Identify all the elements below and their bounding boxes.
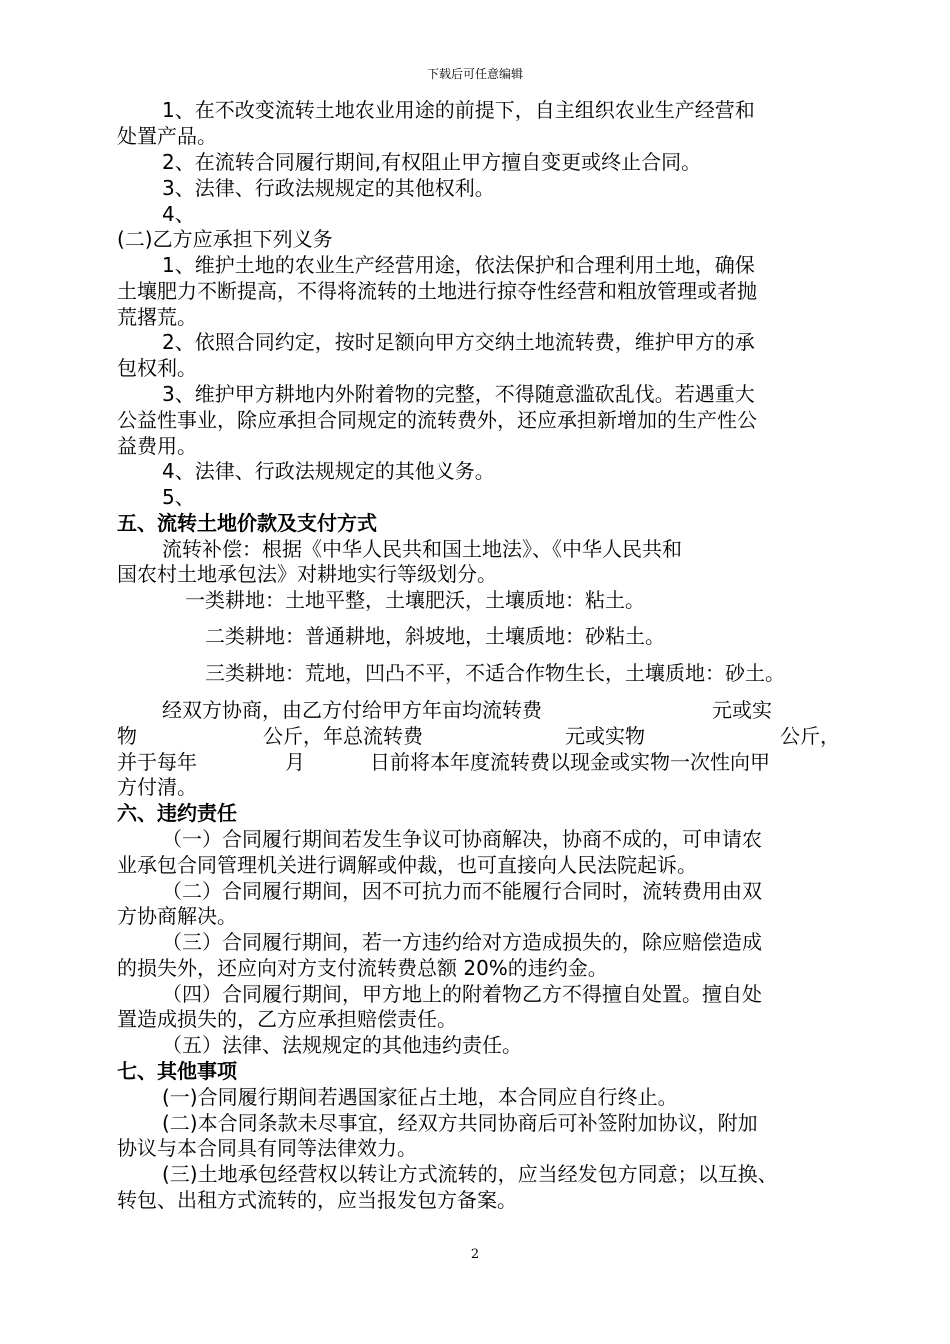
text-line: （四）合同履行期间，甲方地上的附着物乙方不得擅自处置。擅自处 bbox=[162, 982, 762, 1006]
text-line: (一)合同履行期间若遇国家征占土地，本合同应自行终止。 bbox=[162, 1085, 678, 1109]
text-line: 业承包合同管理机关进行调解或仲裁，也可直接向人民法院起诉。 bbox=[117, 853, 697, 877]
text-line: 并于每年 bbox=[117, 750, 197, 774]
text-line: （二）合同履行期间，因不可抗力而不能履行合同时，流转费用由双 bbox=[162, 879, 762, 903]
text-line: 4、法律、行政法规规定的其他义务。 bbox=[162, 459, 495, 483]
text-line: 元或实物 bbox=[565, 724, 645, 748]
text-line: 协议与本合同具有同等法律效力。 bbox=[117, 1136, 417, 1160]
section-heading: 六、违约责任 bbox=[117, 801, 237, 825]
text-line: 三类耕地：荒地，凹凸不平，不适合作物生长，土壤质地：砂土。 bbox=[205, 661, 785, 685]
text-line: 物 bbox=[117, 724, 137, 748]
text-line: （一）合同履行期间若发生争议可协商解决，协商不成的，可申请农 bbox=[162, 827, 762, 851]
text-line: 二类耕地：普通耕地，斜坡地，土壤质地：砂粘土。 bbox=[205, 624, 665, 648]
text-line: 4、 bbox=[162, 202, 195, 226]
section-subheading: (二)乙方应承担下列义务 bbox=[117, 227, 333, 251]
text-line: 5、 bbox=[162, 485, 195, 509]
text-line: 转包、出租方式流转的，应当报发包方备案。 bbox=[117, 1188, 517, 1212]
text-line: 处置产品。 bbox=[117, 124, 217, 148]
text-line: 方协商解决。 bbox=[117, 904, 237, 928]
text-line: (二)本合同条款未尽事宜，经双方共同协商后可补签附加协议，附加 bbox=[162, 1111, 758, 1135]
page-header: 下载后可任意编辑 bbox=[426, 67, 523, 81]
text-line: 国农村土地承包法》对耕地实行等级划分。 bbox=[117, 562, 497, 586]
text-line: (三)土地承包经营权以转让方式流转的，应当经发包方同意；以互换、 bbox=[162, 1162, 778, 1186]
text-line: 包权利。 bbox=[117, 356, 197, 380]
text-line: 元或实 bbox=[712, 698, 772, 722]
text-line: 土壤肥力不断提高，不得将流转的土地进行掠夺性经营和粗放管理或者抛 bbox=[117, 279, 757, 303]
section-heading: 五、流转土地价款及支付方式 bbox=[117, 511, 377, 535]
text-line: 月 bbox=[285, 750, 305, 774]
text-line: 公斤， bbox=[780, 724, 840, 748]
text-line: 2、在流转合同履行期间,有权阻止甲方擅自变更或终止合同。 bbox=[162, 150, 702, 174]
text-line: 置造成损失的，乙方应承担赔偿责任。 bbox=[117, 1007, 457, 1031]
text-line: 一类耕地：土地平整，土壤肥沃，土壤质地：粘土。 bbox=[185, 588, 645, 612]
text-line: 方付清。 bbox=[117, 775, 197, 799]
text-line: 公斤，年总流转费 bbox=[263, 724, 423, 748]
section-heading: 七、其他事项 bbox=[117, 1059, 237, 1083]
text-line: 1、在不改变流转土地农业用途的前提下，自主组织农业生产经营和 bbox=[162, 98, 755, 122]
text-line: 1、维护土地的农业生产经营用途，依法保护和合理利用土地，确保 bbox=[162, 253, 755, 277]
text-line: 的损失外，还应向对方支付流转费总额 20%的违约金。 bbox=[117, 956, 608, 980]
text-line: 日前将本年度流转费以现金或实物一次性向甲 bbox=[370, 750, 770, 774]
page-number: 2 bbox=[470, 1247, 480, 1262]
text-line: 3、法律、行政法规规定的其他权利。 bbox=[162, 176, 495, 200]
text-line: 流转补偿：根据《中华人民共和国土地法》、《中华人民共和 bbox=[162, 537, 682, 561]
text-line: 荒撂荒。 bbox=[117, 305, 197, 329]
text-line: （五）法律、法规规定的其他违约责任。 bbox=[162, 1033, 522, 1057]
text-line: 经双方协商，由乙方付给甲方年亩均流转费 bbox=[162, 698, 542, 722]
text-line: 益费用。 bbox=[117, 434, 197, 458]
text-line: 2、依照合同约定，按时足额向甲方交纳土地流转费，维护甲方的承 bbox=[162, 330, 755, 354]
text-line: （三）合同履行期间，若一方违约给对方造成损失的，除应赔偿造成 bbox=[162, 930, 762, 954]
text-line: 公益性事业，除应承担合同规定的流转费外，还应承担新增加的生产性公 bbox=[117, 408, 757, 432]
text-line: 3、维护甲方耕地内外附着物的完整，不得随意滥砍乱伐。若遇重大 bbox=[162, 382, 755, 406]
